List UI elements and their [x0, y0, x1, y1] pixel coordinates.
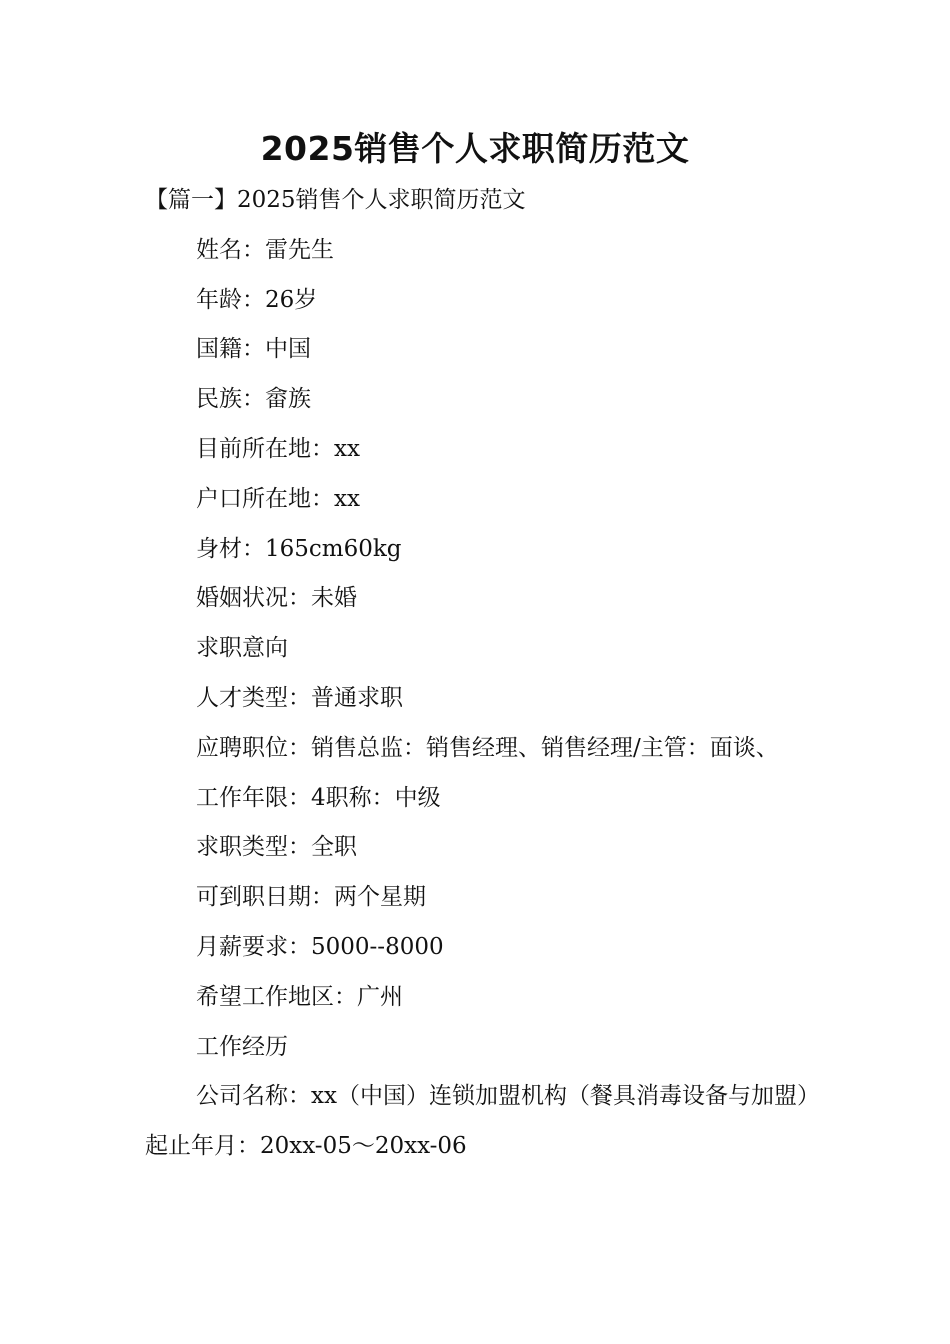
field-marital-status: 婚姻状况：未婚 — [196, 585, 357, 612]
field-job-type: 求职类型：全职 — [196, 834, 357, 861]
subheading-job-intention: 求职意向 — [196, 635, 288, 662]
field-talent-type: 人才类型：普通求职 — [196, 684, 403, 711]
document-title: 2025销售个人求职简历范文 — [260, 129, 690, 168]
field-work-years-title: 工作年限：4职称：中级 — [196, 784, 441, 811]
field-nationality: 国籍：中国 — [196, 336, 311, 363]
field-company-name: 公司名称：xx（中国）连锁加盟机构（餐具消毒设备与加盟）起止年月：20xx-05～20xx-06 — [145, 1083, 809, 1160]
field-household-registration: 户口所在地：xx — [196, 485, 360, 512]
field-current-location: 目前所在地：xx — [196, 435, 360, 462]
subheading-work-experience: 工作经历 — [196, 1033, 288, 1060]
field-age: 年龄：26岁 — [196, 286, 318, 313]
field-name: 姓名：雷先生 — [196, 236, 334, 263]
document-body — [145, 176, 810, 1172]
field-preferred-location: 希望工作地区：广州 — [196, 983, 403, 1010]
section-heading: 【篇一】2025销售个人求职简历范文 — [145, 187, 526, 213]
field-applied-position: 应聘职位：销售总监：销售经理、销售经理/主管：面谈、 — [196, 734, 779, 761]
field-available-date: 可到职日期：两个星期 — [196, 884, 426, 911]
field-salary-requirement: 月薪要求：5000--8000 — [196, 933, 444, 960]
field-physique: 身材：165cm60kg — [196, 535, 402, 562]
field-ethnicity: 民族：畲族 — [196, 386, 311, 413]
